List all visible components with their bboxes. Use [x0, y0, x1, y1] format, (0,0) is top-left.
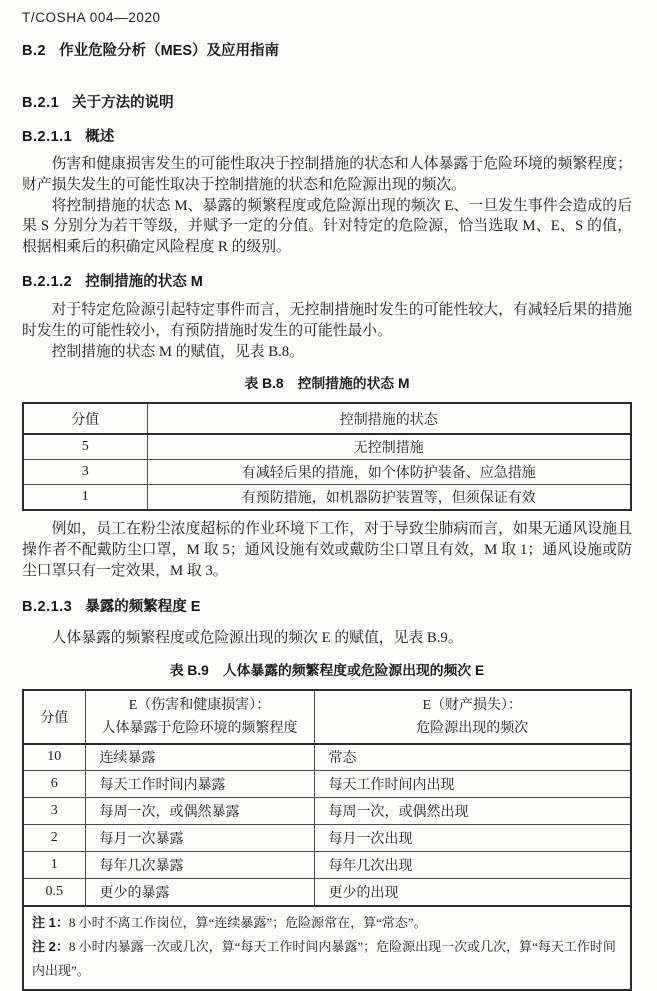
- cell-exposure: 更少的暴露: [85, 879, 314, 906]
- cell-score: 3: [23, 460, 147, 485]
- cell-exposure: 每月一次暴露: [85, 825, 314, 852]
- cell-score: 2: [23, 825, 85, 852]
- table-b9: [22, 689, 632, 991]
- cell-score: 1: [23, 485, 147, 511]
- section-title: 暴露的频繁程度 E: [85, 598, 201, 615]
- cell-occurrence: 每年几次出现: [314, 852, 631, 879]
- table-caption-number: 表 B.9: [169, 662, 209, 678]
- table-caption-title: 控制措施的状态 M: [297, 376, 410, 392]
- table-b8: [22, 402, 632, 511]
- section-title: 作业危险分析（MES）及应用指南: [59, 43, 279, 59]
- table-row: [23, 825, 631, 852]
- table-caption-number: 表 B.8: [244, 376, 284, 392]
- cell-score: 10: [23, 744, 85, 771]
- section-title: 控制措施的状态 M: [85, 273, 203, 290]
- section-title: 概述: [85, 129, 115, 145]
- section-heading-b2: [22, 39, 632, 60]
- column-header: 控制措施的状态: [147, 403, 631, 434]
- section-number: B.2.1.3: [22, 598, 73, 615]
- cell-occurrence: 每周一次，或偶然出现: [314, 798, 631, 825]
- section-number: B.2.1.1: [22, 129, 73, 145]
- paragraph-example: 例如，员工在粉尘浓度超标的作业环境下工作，对于导致尘肺病而言，如果无通风设施且操作者不配戴防尘口罩，M 取 5；通风设施有效或戴防尘口罩且有效，M 取 1；通风设施或防尘口罩只有一定效果，M 取 3。: [22, 521, 632, 579]
- paragraph-overview-2: 将控制措施的状态 M、暴露的频繁程度或危险源出现的频次 E、一旦发生事件会造成的后果 S 分别分为若干等级，并赋予一定的分值。针对特定的危险源，恰当选取 M、E、S 的值，根据相乘后的积确定风险程度 R 的级别。: [22, 197, 632, 256]
- paragraph-e-ref: 人体暴露的频繁程度或危险源出现的频次 E 的赋值，见表 B.9。: [51, 629, 463, 646]
- cell-exposure: 每周一次，或偶然暴露: [85, 798, 314, 825]
- table-row: [23, 771, 631, 798]
- column-header-score: 分值: [23, 690, 85, 744]
- section-heading-b211: [22, 125, 632, 146]
- cell-exposure: 每年几次暴露: [85, 852, 314, 879]
- table-row: [23, 744, 631, 771]
- table-b9-caption: [22, 659, 632, 679]
- note-label: 注 2：: [32, 938, 69, 954]
- paragraph-m-ref: 控制措施的状态 M 的赋值，见表 B.8。: [51, 343, 304, 360]
- column-header-line: 危险源出现的频次: [416, 720, 529, 736]
- note-text: 8 小时内暴露一次或几次，算“每天工作时间内暴露”；危险源出现一次或几次，算“每天工作时间内出现”。: [32, 938, 616, 978]
- note-1: [32, 911, 624, 935]
- section-heading-b21: [22, 91, 632, 112]
- column-header: 分值: [23, 403, 147, 434]
- paragraph-overview-1: 伤害和健康损害发生的可能性取决于控制措施的状态和人体暴露于危险环境的频繁程度；财产损失发生的可能性取决于控制措施的状态和危险源出现的频次。: [22, 156, 632, 193]
- note-2: [32, 935, 624, 983]
- section-heading-b213: [22, 595, 632, 616]
- section-number: B.2: [22, 43, 47, 59]
- section-number: B.2.1: [22, 95, 60, 111]
- column-header-injury: [85, 690, 314, 744]
- cell-occurrence: 更少的出现: [314, 879, 631, 906]
- cell-score: 3: [23, 798, 85, 825]
- table-row: [23, 798, 631, 825]
- table-row: [23, 434, 631, 460]
- section-number: B.2.1.2: [22, 273, 73, 290]
- cell-score: 5: [23, 434, 147, 460]
- paragraph-m-description: 对于特定危险源引起特定事件而言，无控制措施时发生的可能性较大，有减轻后果的措施时发生的可能性较小，有预防措施时发生的可能性最小。: [22, 301, 632, 339]
- column-header-line: 人体暴露于危险环境的频繁程度: [101, 720, 298, 736]
- cell-score: 0.5: [23, 879, 85, 906]
- section-heading-b212: [22, 270, 632, 291]
- column-header-line: E（伤害和健康损害）：: [128, 697, 271, 713]
- cell-state: 有减轻后果的措施，如个体防护装备、应急措施: [147, 460, 631, 485]
- table-row: [23, 852, 631, 879]
- table-row: [23, 485, 631, 511]
- cell-state: 无控制措施: [147, 434, 631, 460]
- cell-score: 6: [23, 771, 85, 798]
- table-header-row: [23, 690, 631, 744]
- table-row: [23, 879, 631, 906]
- note-text: 8 小时不离工作岗位，算“连续暴露”；危险源常在，算“常态”。: [68, 914, 427, 930]
- cell-occurrence: 常态: [314, 744, 631, 771]
- note-label: 注 1：: [32, 914, 69, 930]
- table-notes: [23, 906, 631, 990]
- cell-occurrence: 每月一次出现: [314, 825, 631, 852]
- doc-code: T/COSHA 004—2020: [22, 10, 161, 25]
- cell-state: 有预防措施，如机器防护装置等，但须保证有效: [147, 485, 631, 511]
- column-header-line: E（财产损失）：: [422, 697, 523, 713]
- table-notes-row: [23, 906, 631, 990]
- table-header-row: [23, 403, 631, 434]
- cell-exposure: 连续暴露: [85, 744, 314, 771]
- cell-score: 1: [23, 852, 85, 879]
- cell-occurrence: 每天工作时间内出现: [314, 771, 631, 798]
- cell-exposure: 每天工作时间内暴露: [85, 771, 314, 798]
- table-caption-title: 人体暴露的频繁程度或危险源出现的频次 E: [222, 662, 485, 678]
- section-title: 关于方法的说明: [72, 95, 174, 111]
- table-row: [23, 460, 631, 485]
- column-header-property: [314, 690, 631, 744]
- table-b8-caption: [22, 372, 632, 392]
